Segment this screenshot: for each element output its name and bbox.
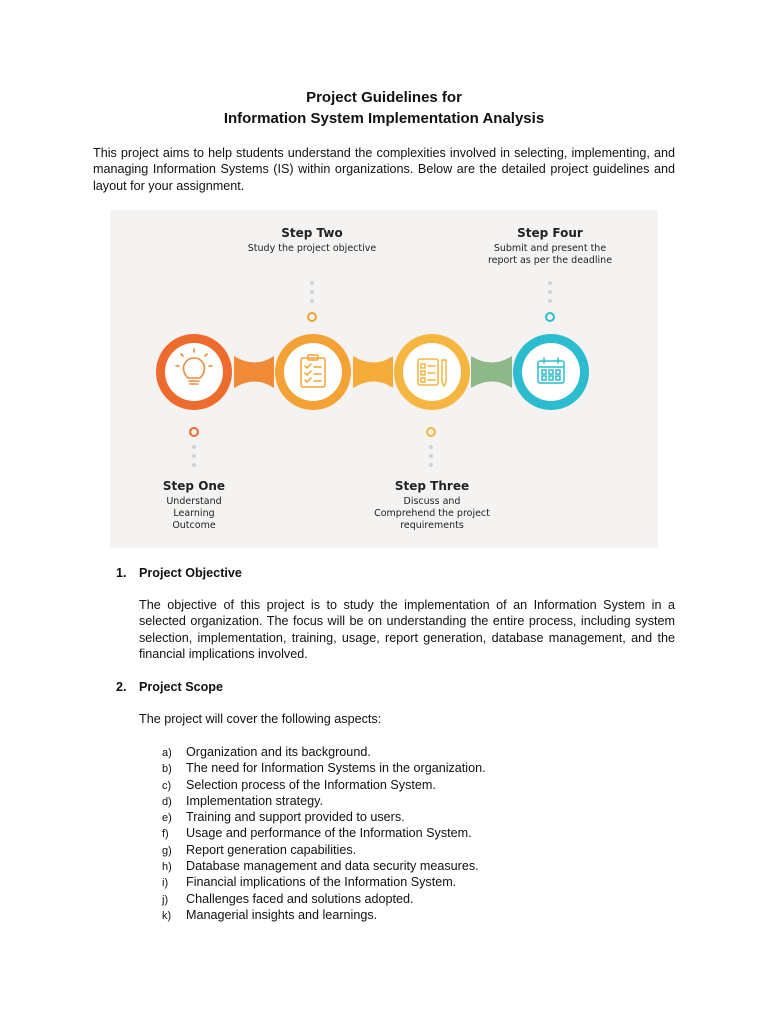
- list-item: f) Usage and performance of the Information System.: [162, 826, 472, 841]
- section-heading-objective: [116, 565, 242, 581]
- list-item: d) Implementation strategy.: [162, 793, 323, 808]
- steps-infographic: [110, 210, 658, 548]
- section-heading-scope: [116, 679, 223, 695]
- list-item: g) Report generation capabilities.: [162, 842, 357, 857]
- step-two-title: Step Two: [281, 226, 343, 240]
- step-three-label: [352, 478, 512, 531]
- step-one-label: [134, 478, 254, 531]
- document-title-line2: Information System Implementation Analysis: [223, 110, 545, 127]
- list-item: b) The need for Information Systems in the organization.: [162, 761, 486, 776]
- list-item: j) Challenges faced and solutions adopted.: [162, 891, 414, 906]
- step-two-marker: [308, 281, 316, 321]
- list-item: e) Training and support provided to users.: [162, 810, 405, 825]
- scope-list: [162, 744, 486, 923]
- section-title: Project Objective: [139, 566, 242, 580]
- step-four-label: [470, 225, 630, 267]
- step-one-marker: [190, 428, 198, 467]
- list-item: c) Selection process of the Information System.: [162, 777, 436, 792]
- step-three-inner: [403, 343, 461, 401]
- intro-paragraph: This project aims to help students understand the complexities involved in selecting, implementing, and managing Information Systems (IS) within organizations. Below are the detailed project guidelines and layout for your assignment.: [93, 146, 675, 193]
- list-item: h) Database management and data security measures.: [162, 859, 479, 874]
- step-two-inner: [284, 343, 342, 401]
- list-item: k) Managerial insights and learnings.: [162, 907, 378, 922]
- list-item: a) Organization and its background.: [162, 745, 371, 759]
- step-one-desc-line1: Understand: [166, 496, 222, 507]
- step-two-desc: Study the project objective: [247, 243, 377, 254]
- step-four-desc-line2: report as per the deadline: [487, 254, 613, 266]
- connector-2-3: [353, 356, 393, 388]
- step-four-inner: [522, 343, 580, 401]
- step-four-marker: [546, 281, 554, 321]
- step-one-desc-line3: Outcome: [172, 519, 216, 531]
- objective-paragraph: The objective of this project is to study the implementation of an Information System in a selected organization. The focus will be on understanding the entire process, including system selection, implementation, training, usage, report generation, database management, and the financial implications involved.: [139, 598, 675, 662]
- section-title: Project Scope: [139, 680, 223, 694]
- step-one-title: Step One: [162, 479, 226, 493]
- scope-intro: The project will cover the following aspects:: [139, 712, 382, 726]
- document-title-line1: Project Guidelines for: [306, 89, 462, 106]
- step-three-marker: [427, 428, 435, 467]
- step-three-desc-line2: Comprehend the project: [374, 507, 490, 519]
- step-four-desc-line1: Submit and present the: [493, 243, 607, 254]
- step-four-title: Step Four: [517, 226, 583, 240]
- section-number: 2.: [116, 680, 127, 694]
- connector-1-2: [234, 356, 274, 388]
- step-three-desc-line3: requirements: [400, 519, 464, 531]
- list-item: i) Financial implications of the Information System.: [162, 875, 457, 890]
- section-number: 1.: [116, 566, 127, 580]
- calendar-icon: [538, 358, 564, 383]
- step-three-title: Step Three: [394, 479, 470, 493]
- step-three-desc-line1: Discuss and: [403, 496, 461, 507]
- step-one-desc-line2: Learning: [173, 507, 215, 519]
- connector-3-4: [471, 356, 512, 388]
- step-two-label: [232, 225, 392, 255]
